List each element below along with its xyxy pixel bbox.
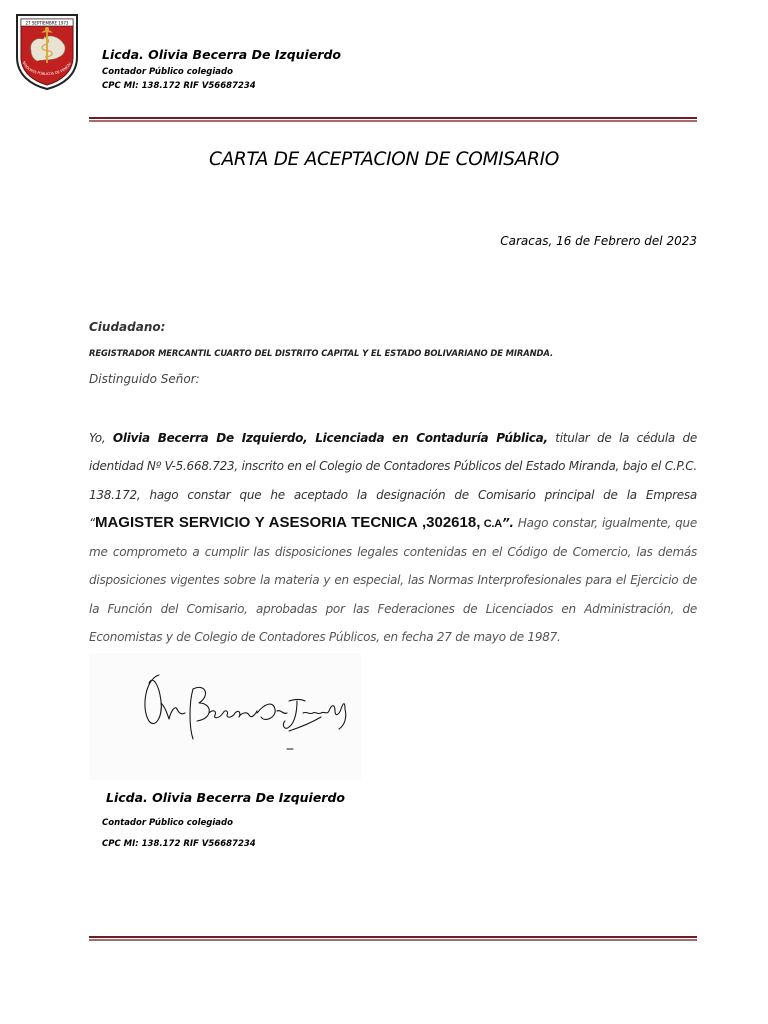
svg-text:27 SEPTIEMBRE 1973: 27 SEPTIEMBRE 1973 [25,20,69,26]
signature-image [89,653,361,780]
header-divider [89,117,697,123]
svg-text:CONTADORES PÚBLICOS DE VENEZUE: NTADORES PÚBLICOS DE VENEZU [21,60,72,77]
header-name: Licda. Olivia Becerra De Izquierdo [102,47,342,62]
footer-divider [89,936,697,942]
signature-role: Contador Público colegiado [102,818,233,828]
handwritten-signature-icon [89,653,361,780]
signer-name-bold: Olivia Becerra De Izquierdo, Licenciada en Contaduría Pública, [112,431,548,445]
greeting: Distinguido Señor: [89,372,200,386]
colegio-seal-logo [13,11,81,91]
header-role: Contador Público colegiado [102,67,233,77]
letter-date: Caracas, 16 de Febrero del 2023 [500,234,697,248]
header-ids: CPC MI: 138.172 RIF V56687234 [102,81,256,91]
signature-name: Licda. Olivia Becerra De Izquierdo [106,790,346,805]
letter-title: CARTA DE ACEPTACION DE COMISARIO [208,149,560,170]
salutation: Ciudadano: [89,320,166,334]
recipient: REGISTRADOR MERCANTIL CUARTO DEL DISTRITO CAPITAL Y EL ESTADO BOLIVARIANO DE MIRANDA. [89,348,554,358]
letter-body: Yo, Olivia Becerra De Izquierdo, Licenciada en Contaduría Pública, titular de la cédula de identidad Nº V-5.668.723, inscrito en el Colegio de Contadores Públicos del Estado Miranda, bajo el C.P.C. 138.172, hago constar que he aceptado la designación de Comisario principal de la Empresa “MAGISTER SERVICIO Y ASESORIA TECNICA ,302618, C.A”. Hago constar, igualmente, que me comprometo a cumplir las disposiciones legales contenidas en el Código de Comercio, las demás disposiciones vigentes sobre la materia y en especial, las Normas Interprofesionales para el Ejercicio de la Función del Comisario, aprobadas por las Federaciones de Licenciados en Administración, de Economistas y de Colegio de Contadores Públicos, en fecha 27 de mayo de 1987. [89,431,698,645]
company-name: MAGISTER SERVICIO Y ASESORIA TECNICA ,302618 [94,513,477,531]
signature-ids: CPC MI: 138.172 RIF V56687234 [102,839,256,849]
company-suffix: C.A [480,517,502,530]
